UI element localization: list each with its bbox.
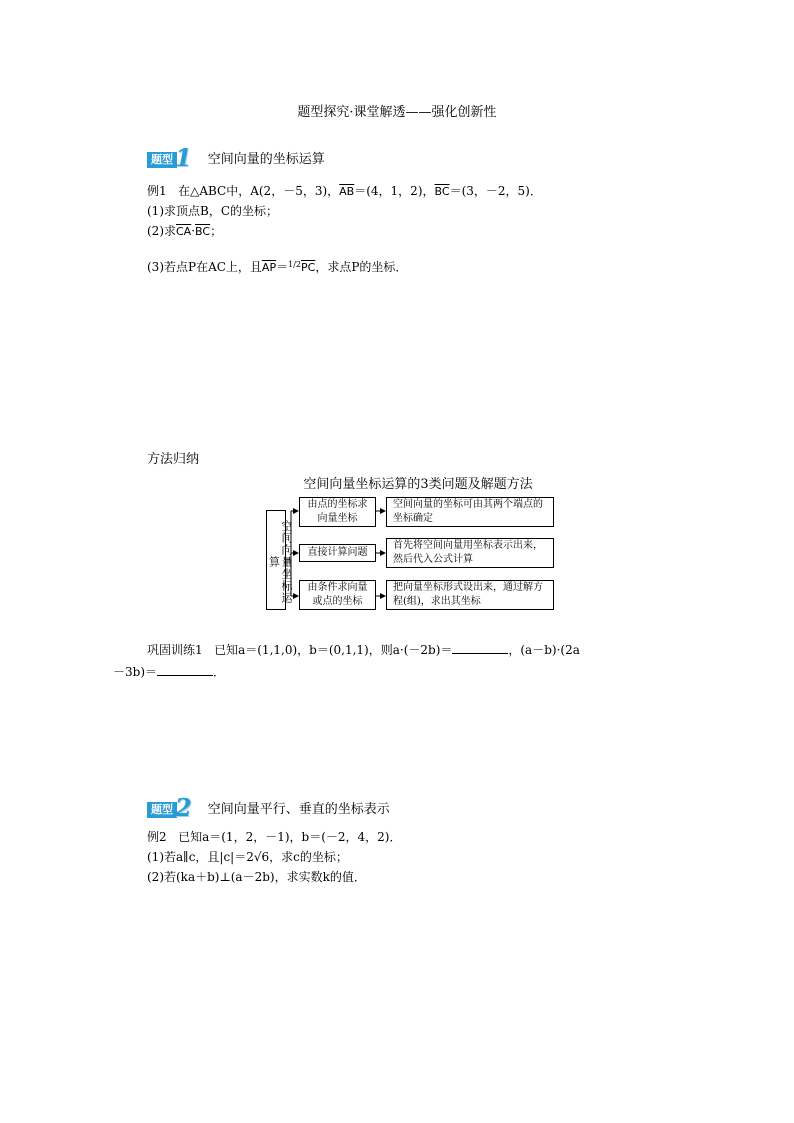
method-heading: 方法归纳 — [147, 452, 200, 467]
example-1-question-1: (1)求顶点B，C的坐标； — [147, 204, 278, 218]
q3-suffix: ，求点P的坐标． — [315, 260, 408, 274]
diagram-right-label-3: 把向量坐标形式设出来，通过解方程(组)，求出其坐标 — [393, 582, 543, 607]
diagram-right-box-3 — [386, 580, 554, 610]
section-2-header — [147, 793, 390, 822]
diagram-right-box-1 — [386, 497, 554, 527]
practice-text-d: ． — [213, 665, 226, 679]
practice-text-b: ，(a－b)·(2a — [508, 643, 580, 657]
diagram-right-label-1: 空间向量的坐标可由其两个端点的坐标确定 — [393, 499, 543, 524]
fraction-half: 1/2 — [288, 260, 301, 269]
diagram-left-label-3: 由条件求向量或点的坐标 — [307, 582, 368, 607]
section-1-tag: 题型 — [147, 152, 177, 168]
example-1-label: 例1 — [147, 184, 167, 198]
diagram-title: 空间向量坐标运算的3类问题及解题方法 — [303, 477, 533, 492]
vector-pc: $\overline{PC}$ — [300, 261, 316, 274]
diagram-left-label-1: 由点的坐标求向量坐标 — [307, 499, 368, 524]
practice-text-a: 已知a＝(1,1,0)，b＝(0,1,1)，则a·(－2b)＝ — [214, 643, 453, 657]
answer-blank-2[interactable] — [157, 663, 213, 676]
practice-text-c: －3b)＝ — [113, 665, 157, 679]
example-2-label: 例2 — [147, 830, 167, 844]
example-1-stem-c: ＝(3，－2，5)． — [449, 184, 542, 198]
example-2-question-1: (1)若a∥c，且|c|＝2√6，求c的坐标； — [147, 850, 348, 864]
practice-line-2 — [113, 663, 225, 680]
dot-symbol: · — [191, 224, 196, 238]
answer-blank-1[interactable] — [452, 641, 508, 654]
q2-prefix: (2)求 — [147, 224, 176, 238]
vector-bc-2: $\overline{BC}$ — [195, 225, 211, 238]
example-1-stem-b: ＝(4，1，2)， — [354, 184, 435, 198]
example-2-question-2: (2)若(ka＋b)⊥(a－2b)，求实数k的值． — [147, 870, 366, 884]
q3-prefix: (3)若点P在AC上，且 — [147, 260, 262, 274]
example-2-text: 已知a＝(1，2，－1)，b＝(－2，4，2)． — [178, 830, 402, 844]
practice-line-1 — [147, 641, 580, 658]
practice-label: 巩固训练1 — [147, 643, 203, 657]
equals-sign: ＝ — [276, 260, 289, 274]
diagram-left-box-3 — [299, 580, 376, 610]
example-1-stem-a: 在△ABC中，A(2，－5，3)， — [178, 184, 340, 198]
vector-ca: $\overline{CA}$ — [176, 225, 192, 238]
q2-suffix: ； — [210, 224, 223, 238]
diagram-right-box-2 — [386, 538, 554, 568]
diagram-right-label-2: 首先将空间向量用坐标表示出来，然后代入公式计算 — [393, 540, 543, 565]
section-2-title: 空间向量平行、垂直的坐标表示 — [207, 802, 390, 817]
page-title: 题型探究·课堂解透——强化创新性 — [297, 105, 497, 120]
vector-bc: $\overline{BC}$ — [434, 185, 450, 198]
section-1-title: 空间向量的坐标运算 — [207, 152, 325, 167]
example-2-stem — [147, 829, 401, 845]
diagram-left-box-2 — [299, 544, 376, 562]
diagram-left-label-2: 直接计算问题 — [307, 547, 368, 558]
section-2-number: 2 — [175, 793, 192, 822]
vector-ap: $\overline{AP}$ — [261, 261, 277, 274]
section-1-number: 1 — [175, 143, 192, 172]
diagram-root-label: 空间向量坐标运算 — [267, 520, 293, 604]
vector-ab: $\overline{AB}$ — [339, 185, 355, 198]
diagram-left-box-1 — [299, 497, 376, 527]
section-2-tag: 题型 — [147, 802, 177, 818]
